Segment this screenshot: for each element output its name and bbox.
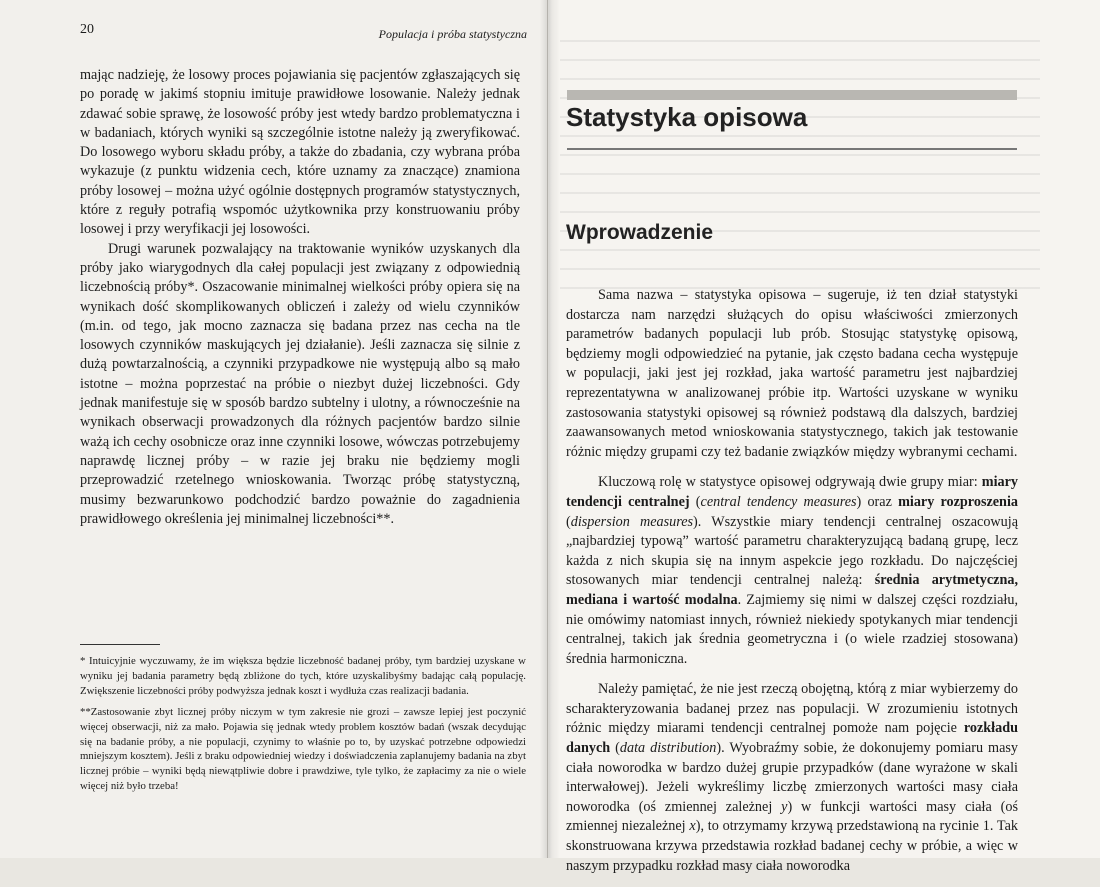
text-run: ) oraz [856, 493, 899, 510]
text-run: ), to otrzymamy krzywą przedstawioną na rycinie 1. Tak skonstruowana krzywa przedstawia rozkład badanej cechy w próbie, a więc w naszym przypadku rozkład masy ciała noworodka [566, 818, 1018, 874]
footnotes [80, 654, 526, 800]
english-term: central tendency measures [700, 493, 857, 510]
paragraph: Drugi warunek pozwalający na traktowanie wyników uzyskanych dla próby jako wiarygodnych dla całej populacji jest związany z odpowiednią liczebnością próby*. Oszacowanie minimalnej wielkości próby opiera się na wynikach dość skomplikowanych obliczeń i zależy od wielu czynników (m.in. od tego, jak mocno zaznacza się badana przez nas cecha na tle losowych czynników maskujących jej działanie). Jeśli zaznacza się silnie z dużą powtarzalnością, a czynniki przypadkowe nie występują albo są mało istotne – można poprzestać na próbie o niezbyt dużej liczebności. Gdy jednak manifestuje się w sposób bardzo subtelny i ulotny, a równocześnie na wynikach obserwacji prowadzonych dla różnych pacjentów bardzo silnie ważą ich cechy osobnicze oraz inne czynniki losowe, wówczas potrzebujemy naprawdę licznej próby – w razie jej braku nie będziemy mogli przeprowadzić rzetelnego wnioskowania. Tworząc próbę statystyczną, musimy bezwarunkowo podchodzić bardzo poważnie do zagadnienia prawidłowego określenia jej minimalnej liczebności**. [80, 240, 520, 527]
text-run: ( [689, 493, 701, 510]
paragraph [566, 680, 1018, 876]
text-run: ). Wyobraźmy sobie, że dokonujemy pomiaru masy ciała noworodka w bardzo dużej grupie przypadków (dane wyrażone w skali interwałowej). Jeżeli wykreślimy liczbę zmierzonych wartości masy ciała noworodka (oś zmiennej zależnej [566, 740, 1018, 815]
english-term: dispersion measures [570, 513, 694, 530]
paragraph [566, 473, 1018, 669]
footnote: **Zastosowanie zbyt licznej próby niczym w tym zakresie nie grozi – zawsze lepiej jest poczynić więcej obserwacji, niż za mało. Pojawia się jednak wtedy problem kosztów badań (wszak decydując się na badanie próby, a nie populacji, czynimy to właśnie po to, by uzyskać potrzebne odpowiedzi mniejszym kosztem). Jeśli z braku odpowiedniej wiedzy i doświadczenia zaplanujemy badania na zbyt licznej próbie – wyniki będą niewątpliwie dobre i prawdziwe, tyle tylko, że zapłacimy za nie o wiele więcej niż było trzeba! [80, 705, 526, 793]
term-data-distribution: rozkładu danych [566, 720, 1018, 757]
chapter-bar-top [567, 90, 1017, 100]
variable-y: y [781, 798, 788, 815]
text-run: ( [566, 513, 571, 530]
running-head: Populacja i próba statystyczna [378, 27, 527, 41]
left-body-text [80, 66, 520, 529]
variable-x: x [689, 818, 696, 835]
footnote: * Intuicyjnie wyczuwamy, że im większa będzie liczebność badanej próby, tym bardziej uzyskane w wyniku jej badania parametry będą zbliżone do tych, które uzyskalibyśmy badając całą populację. Zwiększenie liczebności próby podwyższa jednak koszt i wydłuża czas realizacji badania. [80, 655, 526, 697]
term-central-tendency: miary tendencji centralnej [566, 474, 1018, 510]
show-through-texture [560, 40, 1040, 300]
text-run: . Zajmiemy się nimi w dalszej części rozdziału, nie omówimy natomiast innych, również niekiedy spotykanych miar tendencji centralnej, takich jak średnia geometryczna i (o wiele rzadziej stosowana) średnia harmoniczna. [566, 591, 1019, 667]
paragraph: mając nadzieję, że losowy proces pojawiania się pacjentów zgłaszających się po poradę w jakimś stopniu imituje prawidłowe losowanie. Należy jednak zdawać sobie sprawę, że losowość próby jest wtedy bardzo problematyczna i w badaniach, których wyniki są szczególnie istotne należy ją zweryfikować. Do losowego wyboru składu próby, a także do zbadania, czy wybrana próba wykazuje (z punktu widzenia cech, które uznamy za znaczące) znamiona próby losowej – można użyć ogólnie dostępnych programów statystycznych, które z reguły potrafią wspomóc użytkownika przy konstruowaniu próby losowej i przy weryfikacji jej losowości. [80, 67, 520, 238]
right-body-text [566, 286, 1018, 887]
english-term: data distribution [619, 740, 717, 757]
chapter-title: Statystyka opisowa [566, 102, 808, 132]
term-measures-list: średnia arytmetyczna, mediana i wartość modalna [566, 572, 1018, 608]
term-dispersion: miary rozproszenia [898, 493, 1018, 510]
text-run: ) w funkcji wartości masy ciała (oś zmiennej niezależnej [566, 798, 1018, 835]
text-run: Należy pamiętać, że nie jest rzeczą obojętną, którą z miar wybierzemy do scharakteryzowania badanej przez nas populacji. W zrozumieniu istotnych różnic między miarami tendencji centralnej pomoże nam pojęcie [566, 681, 1018, 737]
page-number: 20 [80, 22, 94, 37]
chapter-bar-bottom [567, 148, 1017, 150]
section-title: Wprowadzenie [566, 221, 714, 244]
paragraph: Sama nazwa – statystyka opisowa – sugeruje, iż ten dział statystyki dostarcza nam narzędzi służących do opisu właściwości zmierzonych parametrów badanych populacji lub prób. Stosując statystykę opisową, będziemy mogli odpowiedzieć na pytanie, jak często badana cecha występuje w populacji, jaki jest jej rozkład, jaka wartość parametru jest najbardziej reprezentatywna w analizowanej próbie itp. Wartości uzyskane w wyniku zastosowania statystyki opisowej są również podstawą dla dalszych, bardziej zaawansowanych metod wnioskowania statystycznego, takich jak testowanie różnic między grupami czy też badanie związków między wybranymi cechami. [566, 287, 1018, 460]
text-run: ( [610, 740, 620, 757]
footnote-rule [80, 644, 160, 645]
left-page [0, 0, 548, 858]
text-run: ). Wszystkie miary tendencji centralnej oszacowują „najbardziej typową” wartość parametru charakteryzującą badaną grupę, lecz każda z nich skupia się na innym aspekcie jego rozkładu. Do najczęściej stosowanych miar tendencji centralnej należą: [566, 513, 1018, 589]
text-run: Kluczową rolę w statystyce opisowej odgrywają dwie grupy miar: [598, 474, 982, 491]
